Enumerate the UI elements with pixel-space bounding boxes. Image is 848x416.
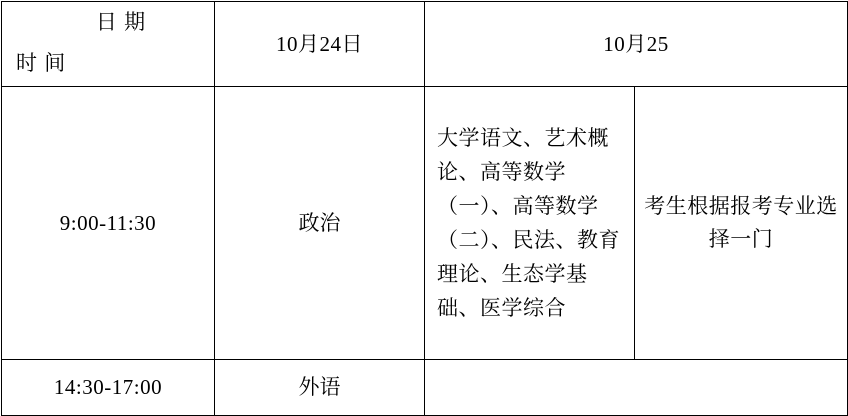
row-morning-oct25-subject-list: 大学语文、艺术概论、高等数学（一）、高等数学（二）、民法、教育理论、生态学基础、医学综合 [437, 125, 620, 321]
exam-schedule-table [1, 1, 848, 416]
table-header-row [2, 2, 848, 87]
header-oct25 [425, 2, 848, 87]
exam-schedule-sheet [0, 1, 848, 415]
row-afternoon-time [2, 360, 215, 416]
header-oct24 [215, 2, 425, 87]
row-morning-time-label: 9:00-11:30 [59, 210, 157, 235]
table-row [2, 87, 848, 360]
corner-header-cell [2, 2, 215, 87]
row-afternoon-time-label: 14:30-17:00 [53, 375, 163, 400]
row-morning-oct25-note [635, 87, 848, 360]
row-afternoon-oct24-label: 外语 [298, 375, 341, 400]
row-afternoon-oct24-subject [215, 360, 425, 416]
time-axis-label: 时 间 [16, 51, 67, 76]
row-morning-oct25-subjects [425, 87, 635, 360]
row-afternoon-oct25-empty [425, 360, 848, 416]
header-oct25-label: 10月25 [603, 31, 669, 56]
header-oct24-label: 10月24日 [276, 31, 363, 56]
row-morning-oct25-note-label: 考生根据报考专业选择一门 [644, 194, 838, 251]
row-morning-oct24-label: 政治 [298, 210, 341, 235]
row-morning-oct24-subject [215, 87, 425, 360]
date-axis-label: 日 期 [95, 10, 147, 34]
table-row [2, 360, 848, 416]
row-morning-time [2, 87, 215, 360]
